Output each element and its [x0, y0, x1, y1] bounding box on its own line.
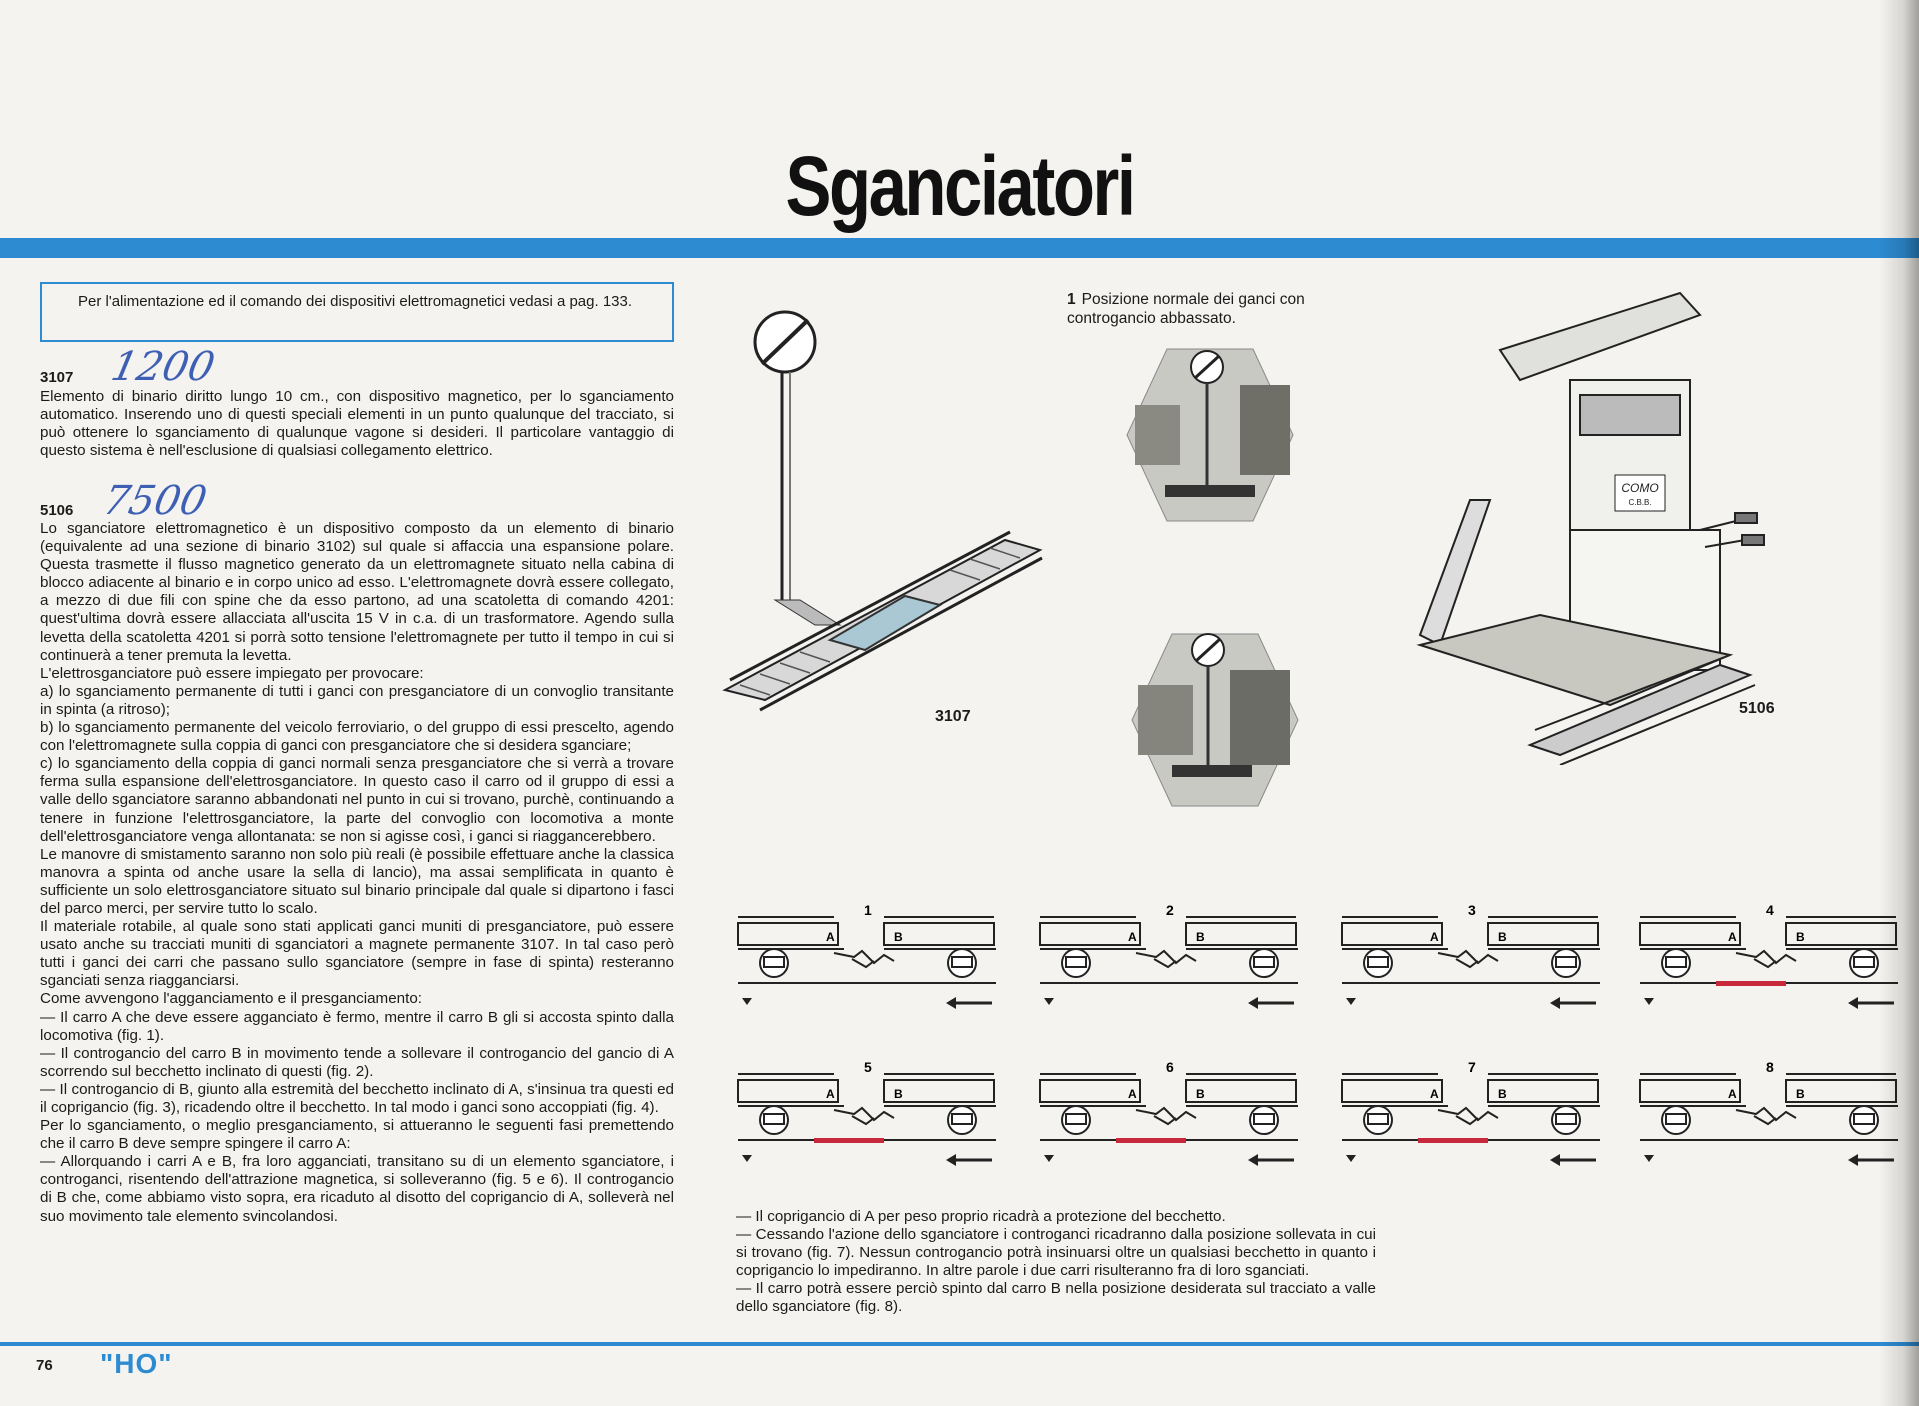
car-label-a: A — [1128, 1087, 1137, 1101]
car-label-a: A — [1728, 930, 1737, 944]
book-spine-shadow — [1879, 0, 1919, 1406]
coupling-diagram-7 — [1338, 1062, 1608, 1182]
freight-car-shape — [1135, 405, 1180, 465]
header-blue-band — [0, 238, 1919, 258]
car-label-a: A — [826, 1087, 835, 1101]
page-number: 76 — [36, 1357, 53, 1374]
footer-blue-line — [0, 1342, 1919, 1346]
coupling-diagram-3 — [1338, 905, 1608, 1025]
item-description-5106 — [40, 520, 674, 1226]
track-piece — [1165, 485, 1255, 497]
cabin-shape — [1230, 670, 1290, 765]
car-label-a: A — [1128, 930, 1137, 944]
signal-sign — [755, 312, 840, 625]
paragraph: Le manovre di smistamento saranno non solo più reali (è possibile effettuare anche la classica manovra a spinta od anche usare la sella di lancio), ma assai semplificata in quanto è sufficiente un solo elettrosganciatore situato sul binario principale dal quale si dipartono i fasci del parco merci, per servire tutto lo scalo. — [40, 845, 674, 917]
figure-label-5106: 5106 — [1739, 700, 1775, 717]
item-description-3107 — [40, 388, 674, 460]
paragraph: a) lo sganciamento permanente di tutti i ganci con presganciatore di un convoglio transitante in spinta (a ritroso); — [40, 682, 674, 718]
paragraph: — Il carro potrà essere perciò spinto dal carro B nella posizione desiderata sul tracciato a valle dello sganciatore (fig. 8). — [736, 1280, 1376, 1316]
paragraph: Lo sganciatore elettromagnetico è un dispositivo composto da un elemento di binario (equivalente ad una sezione di binario 3102) sul quale si affaccia una espansione polare. Questa trasmette il flusso magnetico generato da un elettromagnete situato nella cabina di blocco adiacente al binario e in corpo unico ad esso. L'elettromagnete dovrà essere collegato, a mezzo di due fili con spine che da esso partono, ad una scatoletta di comando 4201: quest'ultima dovrà essere allacciata all'uscita 15 V in c.a. di un trasformatore. Agendo sulla levetta della scatoletta 4201 si porrà sotto tensione l'elettromagnete per tutto il tempo in cui si continuerà a tener premuta la levetta. — [40, 520, 674, 664]
caption-text: Posizione normale dei ganci con controgancio abbassato. — [1067, 291, 1305, 327]
scale-label: "HO" — [100, 1348, 173, 1379]
paragraph: b) lo sganciamento permanente del veicolo ferroviario, o del gruppo di essi prescelto, agendo con l'elettromagnete sulla coppia di ganci con presganciatore che si desidera sganciare; — [40, 719, 674, 755]
coupling-diagram-5 — [734, 1062, 1004, 1182]
paragraph: — Cessando l'azione dello sganciatore i controganci ricadranno dalla posizione sollevata in cui si trovano (fig. 7). Nessun controgancio potrà insinuarsi oltre un qualsiasi becchetto in quanto i coprigancio lo impediranno. In altre parole i due carri risulteranno fra di loro sganciati. — [736, 1226, 1376, 1280]
track-piece — [1172, 765, 1252, 777]
car-label-b: B — [1196, 930, 1205, 944]
coupling-diagram-8 — [1636, 1062, 1906, 1182]
paragraph: L'elettrosganciatore può essere impiegato per provocare: — [40, 664, 424, 682]
paragraph: — Il carro A che deve essere agganciato è fermo, mentre il carro B gli si accosta spinto dalla locomotiva (fig. 1). — [40, 1008, 674, 1044]
diagram-number: 7 — [1468, 1062, 1476, 1075]
page-title: Sganciatori — [785, 139, 1134, 233]
diagram-number: 3 — [1468, 905, 1476, 918]
car-label-b: B — [1498, 930, 1507, 944]
power-supply-note: Per l'alimentazione ed il comando dei dispositivi elettromagnetici vedasi a pag. 133. — [40, 282, 674, 342]
car-label-b: B — [1196, 1087, 1205, 1101]
car-label-a: A — [1430, 930, 1439, 944]
coupling-diagram-4 — [1636, 905, 1906, 1025]
diagram-number: 6 — [1166, 1062, 1174, 1075]
cabin-sign-text: COMO — [1621, 481, 1659, 495]
cabin-shape — [1240, 385, 1290, 475]
diagram-number: 5 — [864, 1062, 872, 1075]
freight-car-shape — [1138, 685, 1193, 755]
car-label-b: B — [894, 1087, 903, 1101]
figure-1-caption — [1067, 290, 1367, 328]
car-label-a: A — [826, 930, 835, 944]
paragraph: Per lo sganciamento, o meglio presganciamento, si attueranno le seguenti fasi premettendo che il carro B deve sempre spingere il carro A: — [40, 1117, 674, 1153]
car-label-a: A — [1430, 1087, 1439, 1101]
car-label-b: B — [1796, 930, 1805, 944]
car-label-b: B — [894, 930, 903, 944]
coupling-diagram-2 — [1036, 905, 1306, 1025]
diagram-number: 2 — [1166, 905, 1174, 918]
paragraph: Il materiale rotabile, al quale sono stati applicati ganci muniti di presganciatore, può essere usato anche su tracciati muniti di sganciatori a magnete permanente 3107. In tal caso però tutti i ganci dei carri che passano sullo sganciatore (sempre in fase di spinta) resteranno sganciati senza riagganciarsi. — [40, 918, 674, 990]
paragraph: — Il controgancio del carro B in movimento tende a sollevare il controgancio del gancio di A scorrendo sul becchetto inclinato di questi (fig. 2). — [40, 1044, 674, 1080]
item-code-3107: 3107 — [40, 369, 74, 386]
paragraph: Come avvengono l'agganciamento e il presganciamento: — [40, 990, 422, 1008]
handwritten-price-3107: 1200 — [107, 344, 219, 390]
track-3107-illustration — [720, 300, 1050, 720]
coupling-diagram-1 — [734, 905, 1004, 1025]
uncoupler-5106-cabin-illustration — [1400, 285, 1800, 765]
paragraph: — Il controgancio di B, giunto alla estremità del becchetto inclinato di A, s'insinua tra questi ed il coprigancio (fig. 3), ricadendo oltre il becchetto. In tal modo i ganci sono accoppiati (fig. 4). — [40, 1080, 674, 1116]
handwritten-price-5106: 7500 — [99, 478, 211, 524]
coupler-photo-top — [1125, 345, 1295, 525]
coupling-diagram-6 — [1036, 1062, 1306, 1182]
paragraph: c) lo sganciamento della coppia di ganci normali senza presganciatore che si verrà a trovare ferma sulla espansione dell'elettrosganciatore. In questo caso il carro od il gruppo di essi a valle dello sganciatore saranno abbandonati nel punto in cui si trovano, purchè, continuando a tenere in funzione l'elettrosganciatore, la parte del convoglio con locomotiva a monte dell'elettrosganciatore venga allontanata: se non si agisse così, i ganci si riaggancerebbero. — [40, 755, 674, 845]
diagram-number: 1 — [864, 905, 872, 918]
coupler-photo-bottom — [1130, 630, 1300, 810]
caption-number: 1 — [1067, 291, 1076, 308]
car-label-b: B — [1498, 1087, 1507, 1101]
paragraph: — Allorquando i carri A e B, fra loro agganciati, transitano su di un elemento sganciatore, i controganci, risentendo dell'attrazione magnetica, si solleveranno (fig. 5 e 6). Il controgancio di B che, come abbiamo visto sopra, era ricaduto al disotto del coprigancio di A, solleverà nel suo movimento tale elemento svincolandosi. — [40, 1153, 674, 1225]
figure-label-3107: 3107 — [935, 708, 971, 725]
car-label-b: B — [1796, 1087, 1805, 1101]
item-code-5106: 5106 — [40, 502, 74, 519]
track-section — [725, 532, 1042, 710]
paragraph: — Il coprigancio di A per peso proprio ricadrà a protezione del becchetto. — [736, 1208, 1226, 1225]
paragraph: Elemento di binario diritto lungo 10 cm., con dispositivo magnetico, per lo sganciamento automatico. Inserendo uno di questi speciali elementi in un punto qualunque del tracciato, si può ottenere lo sganciamento di qualunque vagone si desideri. Il particolare vantaggio di questo sistema è nell'esclusione di qualsiasi collegamento elettrico. — [40, 388, 674, 460]
diagram-number: 8 — [1766, 1062, 1774, 1075]
coupling-sequence-notes — [736, 1208, 1376, 1317]
cabin-sign-subtext: C.B.B. — [1628, 498, 1652, 507]
car-label-a: A — [1728, 1087, 1737, 1101]
diagram-number: 4 — [1766, 905, 1774, 918]
